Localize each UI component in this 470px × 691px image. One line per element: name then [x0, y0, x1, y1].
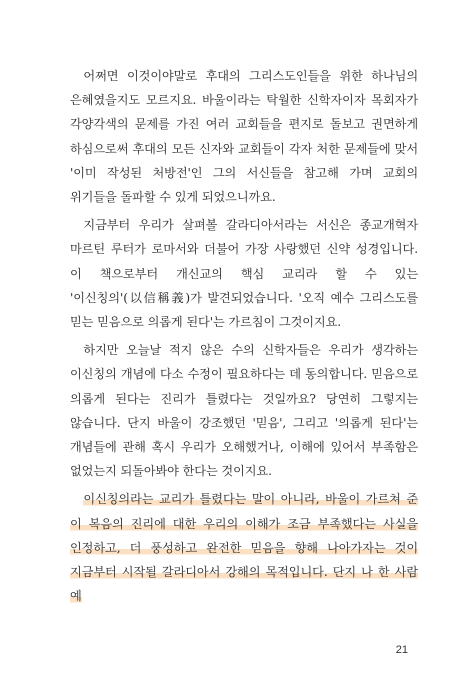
page-number: 21: [395, 644, 408, 656]
paragraph-3: 하지만 오늘날 적지 않은 수의 신학자들은 우리가 생각하는 이신칭의 개념에 다소 수정이 필요하다는 데 동의합니다. 믿음으로 의롭게 된다는 진리가 틀렸다는 것일까요? 당연히 그렇지는 않습니다. 단지 바울이 강조했던 '믿음', 그리고 '의롭게 된다'는 개념들에 관해 혹시 우리가 오해했거나, 이해에 있어서 부족함은 없었는지 되돌아봐야 한다는 것이지요.: [70, 343, 418, 479]
paragraph-highlighted: [70, 487, 418, 608]
paragraph-2: 지금부터 우리가 살펴볼 갈라디아서라는 서신은 종교개혁자 마르틴 루터가 로마서와 더불어 가장 사랑했던 신약 성경입니다. 이 책으로부터 개신교의 핵심 교리라 할 수 있는 '이신칭의'(以信稱義)가 발견되었습니다. '오직 예수 그리스도를 믿는 믿음으로 의롭게 된다'는 가르침이 그것이지요.: [70, 218, 418, 330]
highlighted-text: 이신칭의라는 교리가 틀렸다는 말이 아니라, 바울이 가르쳐 준 이 복음의 진리에 대한 우리의 이해가 조금 부족했다는 사실을 인정하고, 더 풍성하고 완전한 믿음을 향해 나아가자는 것이 지금부터 시작될 갈라디아서 강해의 목적입니다. 단지 나 한 사람 예: [70, 492, 418, 604]
paragraph-1: 어쩌면 이것이야말로 후대의 그리스도인들을 위한 하나님의 은혜였을지도 모르지요. 바울이라는 탁월한 신학자이자 목회자가 각양각색의 문제를 가진 여러 교회들을 편지로 돌보고 권면하게 하심으로써 후대의 모든 신자와 교회들이 각자 처한 문제들에 맞서 '이미 작성된 처방전'인 그의 서신들을 참고해 가며 교회의 위기들을 돌파할 수 있게 되었으니까요.: [70, 69, 418, 205]
body-text: [70, 64, 418, 608]
